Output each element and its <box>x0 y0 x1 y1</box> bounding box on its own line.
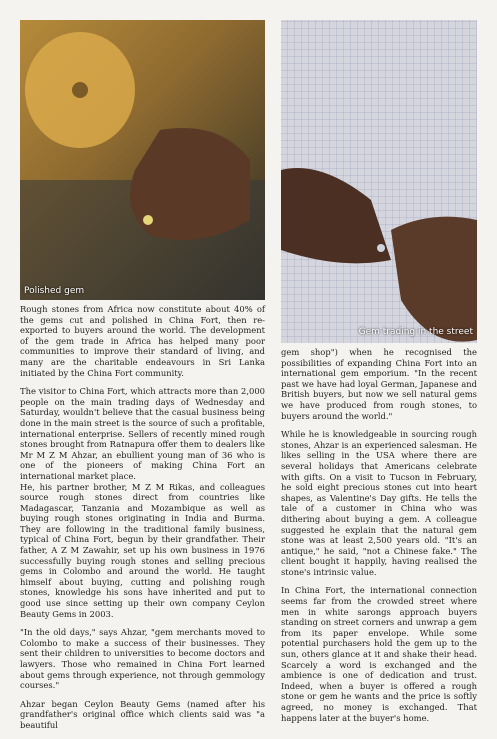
street-trading-photo <box>281 20 477 343</box>
polished-gem-illustration <box>20 20 265 300</box>
article-paragraph: In China Fort, the international connection seems far from the crowded street where men in white sarongs approach buyers standing on street corners and unwrap a gem from its paper envelope. While some potential purchasers hold the gem up to the sun, others glance at it and shake their head. Scarcely a word is exchanged and the ambience is one of dedication and trust. Indeed, when a buyer is offered a rough stone or gem he wants and the price is softly agreed, no money is exchanged. That happens later at the buyer's home. <box>281 585 477 723</box>
street-trading-illustration <box>281 20 477 343</box>
article-paragraph: Ahzar began Ceylon Beauty Gems (named after his grandfather's original office which clients said was "a beautiful <box>20 698 265 730</box>
article-paragraph: gem shop") when he recognised the possibilities of expanding China Fort into an international gem emporium. "In the recent past we have had loyal German, Japanese and British buyers, but now we sell natural gems we have produced from rough stones, to buyers around the world." <box>281 347 477 421</box>
article-right-column <box>281 347 477 731</box>
article-left-column <box>20 304 265 739</box>
article-paragraph: He, his partner brother, M Z M Rikas, and colleagues source rough stones direct from countries like Madagascar, Tanzania and Mozambique as well as buying rough stones originating in India and Burma. They are following in the traditional family business, typical of China Fort, begun by their grandfather. Their father, A Z M Zawahir, set up his own business in 1976 successfully buying rough stones and selling precious gems in Colombo and around the world. He taught himself about buying, cutting and polishing rough stones, knowledge his sons have inherited and put to good use since setting up their own company Ceylon Beauty Gems in 2003. <box>20 481 265 619</box>
article-paragraph: The visitor to China Fort, which attracts more than 2,000 people on the main trading days of Wednesday and Saturday, wouldn't believe that the casual business being done in the main street is the source of such a profitable, international enterprise. Sellers of recently mined rough stones brought from Ratnapura offer them to dealers like Mr M Z M Ahzar, an ebullient young man of 36 who is one of the pioneers of making China Fort an international market place. <box>20 386 265 481</box>
photo-caption-gem-trading: Gem trading in the street <box>358 327 473 337</box>
photo-caption-polished-gem: Polished gem <box>24 286 85 296</box>
polished-gem-photo <box>20 20 265 300</box>
article-paragraph: Rough stones from Africa now constitute about 40% of the gems cut and polished in China Fort, then re-exported to buyers around the world. The development of the gem trade in Africa has helped many poor communities to improve their standard of living, and many are the charitable endeavours in Sri Lanka initiated by the China Fort community. <box>20 304 265 378</box>
article-paragraph: While he is knowledgeable in sourcing rough stones, Ahzar is an experienced salesman. He likes selling in the USA where there are several holidays that Americans celebrate with gifts. On a visit to Tucson in February, he sold eight precious stones cut into heart shapes, as Valentine's Day gifts. He tells the tale of a customer in China who was dithering about buying a gem. A colleague suggested he explain that the natural gem stone was at least 2,500 years old. "It's an antique," he said, "not a Chinese fake." The client bought it happily, having realised the stone's intrinsic value. <box>281 429 477 577</box>
article-paragraph: "In the old days," says Ahzar, "gem merchants moved to Colombo to make a success of their businesses. They sent their children to universities to become doctors and lawyers. Those who remained in China Fort learned about gems through experience, not through gemmology courses." <box>20 627 265 691</box>
